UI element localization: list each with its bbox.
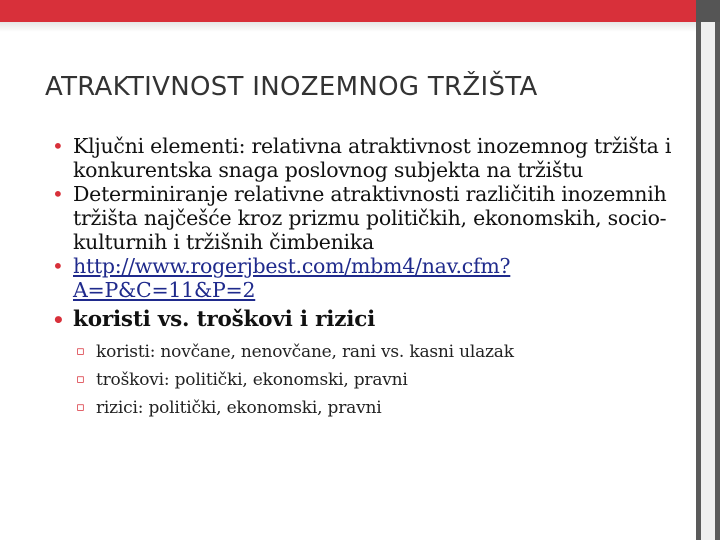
sub-bullet-list (52, 338, 692, 422)
top-corner-block (696, 0, 720, 22)
bullet-item-link (52, 254, 692, 302)
slide-body (52, 134, 692, 422)
sub-bullet-item-risks (52, 394, 692, 422)
sub-bullet-marker: ▫ (76, 344, 85, 359)
sub-bullet-item-benefits (52, 338, 692, 366)
sub-bullet-text: troškovi: politički, ekonomski, pravni (96, 370, 408, 390)
slide-title: ATRAKTIVNOST INOZEMNOG TRŽIŠTA (45, 72, 538, 102)
top-accent-bar (0, 0, 696, 22)
bullet-item-key-elements (52, 134, 692, 182)
sub-bullet-text: koristi: novčane, nenovčane, rani vs. kasni ulazak (96, 342, 514, 362)
top-shadow (0, 22, 720, 32)
bullet-text: Ključni elementi: relativna atraktivnost inozemnog tržišta i konkurentska snaga poslovnog subjekta na tržištu (73, 134, 672, 182)
bullet-text: Determiniranje relativne atraktivnosti različitih inozemnih tržišta najčešće kroz prizmu političkih, ekonomskih, socio-kulturnih i tržišnih čimbenika (73, 182, 667, 254)
right-side-bar-inner (701, 22, 715, 540)
bullet-text: koristi vs. troškovi i rizici (73, 307, 376, 332)
bullet-marker: • (52, 308, 65, 332)
bullet-marker: • (52, 134, 64, 158)
bullet-marker: • (52, 182, 64, 206)
bullet-item-benefits-costs-risks (52, 308, 692, 332)
sub-bullet-text: rizici: politički, ekonomski, pravni (96, 398, 382, 418)
sub-bullet-marker: ▫ (76, 400, 85, 415)
sub-bullet-marker: ▫ (76, 372, 85, 387)
external-link[interactable]: http://www.rogerjbest.com/mbm4/nav.cfm?A=P&C=11&P=2 (73, 254, 511, 302)
sub-bullet-item-costs (52, 366, 692, 394)
bullet-item-determining (52, 182, 692, 254)
bullet-marker: • (52, 254, 64, 278)
bullet-list (52, 134, 692, 332)
